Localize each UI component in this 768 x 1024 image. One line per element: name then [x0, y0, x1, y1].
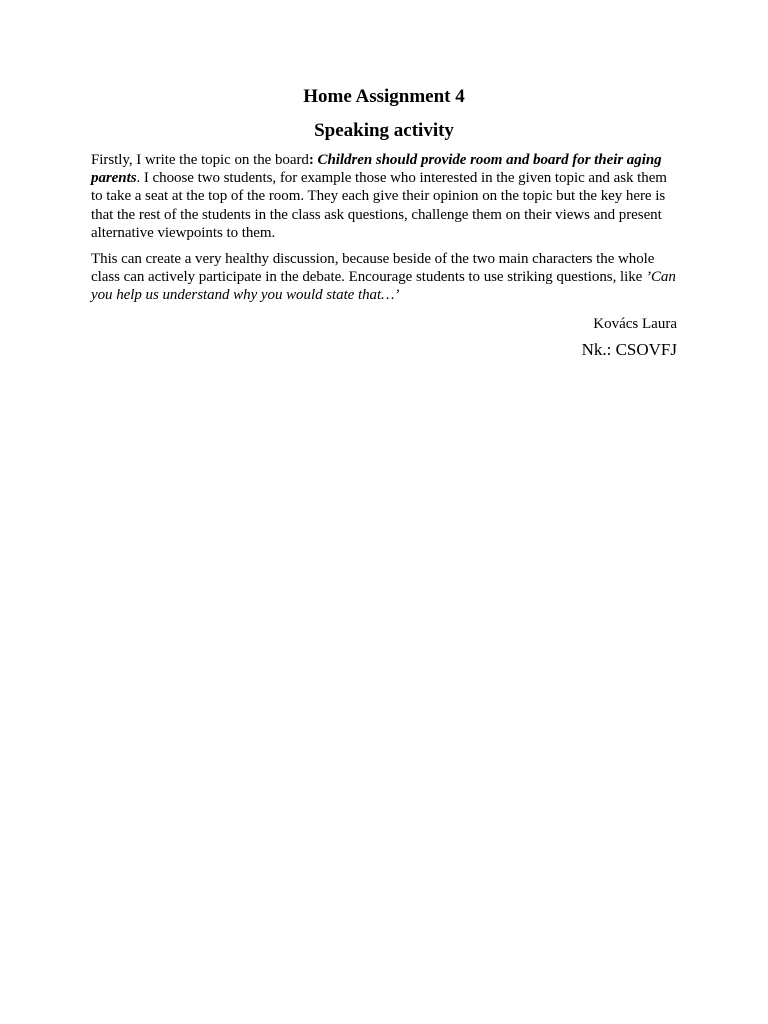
paragraph-intro: Firstly, I write the topic on the board — [91, 152, 309, 168]
debate-topic: Children should provide room and board for their aging parents — [91, 152, 662, 187]
document-subtitle: Speaking activity — [314, 120, 454, 141]
document-title: Home Assignment 4 — [303, 86, 465, 107]
paragraph-rest: . I choose two students, for example those who interested in the given topic and ask them to take a seat at the top of the room. They each give their opinion on the topic but the key here is that the rest of the students in the class ask questions, challenge them on their views and present alternative viewpoints to them. — [91, 170, 667, 241]
paragraph-topic — [91, 151, 677, 242]
neptun-code: Nk.: CSOVFJ — [581, 339, 677, 359]
paragraph-colon: : — [308, 152, 318, 168]
author-name: Kovács Laura — [593, 315, 677, 332]
paragraph-discussion-text: This can create a very healthy discussion, because beside of the two main characters the whole class can actively participate in the debate. Encourage students to use striking questions, like — [91, 251, 655, 286]
paragraph-discussion — [91, 250, 677, 305]
example-question: ’Can you help us understand why you would state that…’ — [91, 269, 676, 304]
document-body — [91, 85, 677, 361]
